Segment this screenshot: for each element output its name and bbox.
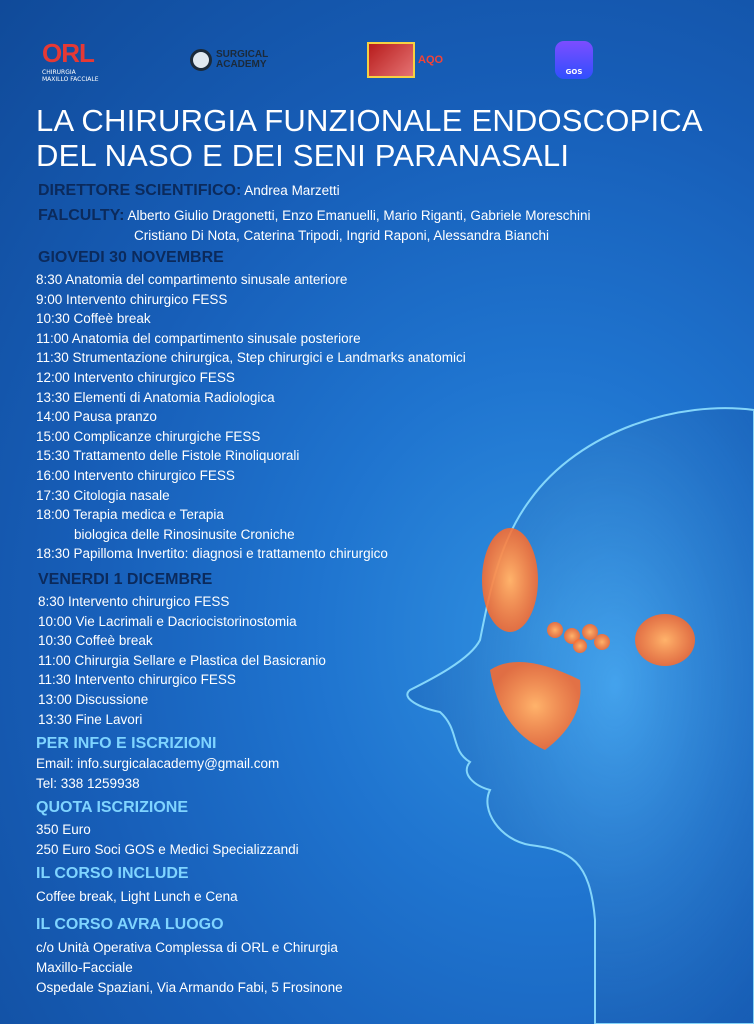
schedule-item: 15:30 Trattamento delle Fistole Rinoliquorali [36,448,300,464]
surgical-academy-line2: ACADEMY [216,59,267,70]
page-title [36,103,703,173]
info-email: Email: info.surgicalacademy@gmail.com [36,756,280,771]
schedule-item: 15:00 Complicanze chirurgiche FESS [36,428,261,444]
orl-logo-mark: ORL [42,37,94,68]
schedule-item: 12:00 Intervento chirurgico FESS [36,369,235,385]
schedule-item: 13:00 Discussione [38,691,149,707]
aqo-logo-text: AQO [418,54,444,66]
schedule-item: biologica delle Rinosinusite Croniche [74,526,295,542]
faculty-row [38,206,590,225]
venue-line3: Ospedale Spaziani, Via Armando Fabi, 5 Frosinone [36,980,343,995]
aqo-logo [367,38,443,82]
director-row [38,181,340,200]
surgical-academy-icon [190,49,212,71]
orl-logo-sub1: CHIRURGIA [42,68,76,76]
day2-schedule [38,592,326,729]
gos-logo-badge: GOS [555,41,593,79]
schedule-item: 10:00 Vie Lacrimali e Dacriocistorinostomia [38,613,297,629]
schedule-item: 17:30 Citologia nasale [36,487,170,503]
schedule-item: 8:30 Intervento chirurgico FESS [38,594,230,609]
faculty-line1: Alberto Giulio Dragonetti, Enzo Emanuelli, Mario Riganti, Gabriele Moreschini [127,208,591,223]
day1-heading: GIOVEDI 30 NOVEMBRE [38,249,224,266]
quota-line2: 250 Euro Soci GOS e Medici Specializzandi [36,842,299,857]
venue-heading: IL CORSO AVRA LUOGO [36,916,224,933]
sphenoid-sinus [635,614,695,666]
frontal-sinus [482,528,538,632]
schedule-item: 11:30 Strumentazione chirurgica, Step chirurgici e Landmarks anatomici [36,350,466,366]
include-line1: Coffee break, Light Lunch e Cena [36,889,238,904]
title-line2: DEL NASO E DEI SENI PARANASALI [36,138,570,173]
day2-heading: VENERDI 1 DICEMBRE [38,571,213,588]
surgical-academy-line1: SURGICAL [216,49,269,60]
schedule-item: 10:30 Coffeè break [38,633,153,649]
schedule-item: 14:00 Pausa pranzo [36,409,157,425]
day1-schedule [36,270,466,564]
quota-heading: QUOTA ISCRIZIONE [36,799,188,816]
gos-logo [555,38,593,82]
schedule-item: 13:30 Elementi di Anatomia Radiologica [36,389,275,405]
director-name: Andrea Marzetti [244,183,340,198]
venue-line1: c/o Unità Operativa Complessa di ORL e Chirurgia [36,940,338,955]
faculty-line2: Cristiano Di Nota, Caterina Tripodi, Ingrid Raponi, Alessandra Bianchi [134,228,549,243]
info-heading: PER INFO E ISCRIZIONI [36,735,217,752]
surgical-academy-logo [190,38,268,82]
schedule-item: 11:00 Chirurgia Sellare e Plastica del Basicranio [38,652,326,668]
orl-logo-sub2: MAXILLO FACCIALE [42,75,99,83]
venue-line2: Maxillo-Facciale [36,960,133,975]
orl-logo [42,38,99,82]
schedule-item: 11:00 Anatomia del compartimento sinusale posteriore [36,330,361,346]
schedule-item: 10:30 Coffeè break [36,311,151,327]
faculty-label: FALCULTY: [38,207,125,224]
schedule-item: 18:00 Terapia medica e Terapia [36,507,224,523]
director-label: DIRETTORE SCIENTIFICO: [38,182,242,199]
schedule-item: 8:30 Anatomia del compartimento sinusale anteriore [36,272,348,287]
info-tel: Tel: 338 1259938 [36,776,140,791]
schedule-item: 18:30 Papilloma Invertito: diagnosi e trattamento chirurgico [36,546,388,562]
include-heading: IL CORSO INCLUDE [36,865,189,882]
quota-line1: 350 Euro [36,822,91,837]
schedule-item: 11:30 Intervento chirurgico FESS [38,672,236,688]
schedule-item: 13:30 Fine Lavori [38,711,143,727]
schedule-item: 16:00 Intervento chirurgico FESS [36,467,235,483]
title-line1: LA CHIRURGIA FUNZIONALE ENDOSCOPICA [36,103,703,138]
schedule-item: 9:00 Intervento chirurgico FESS [36,291,228,307]
aqo-emblem-icon [367,42,415,78]
